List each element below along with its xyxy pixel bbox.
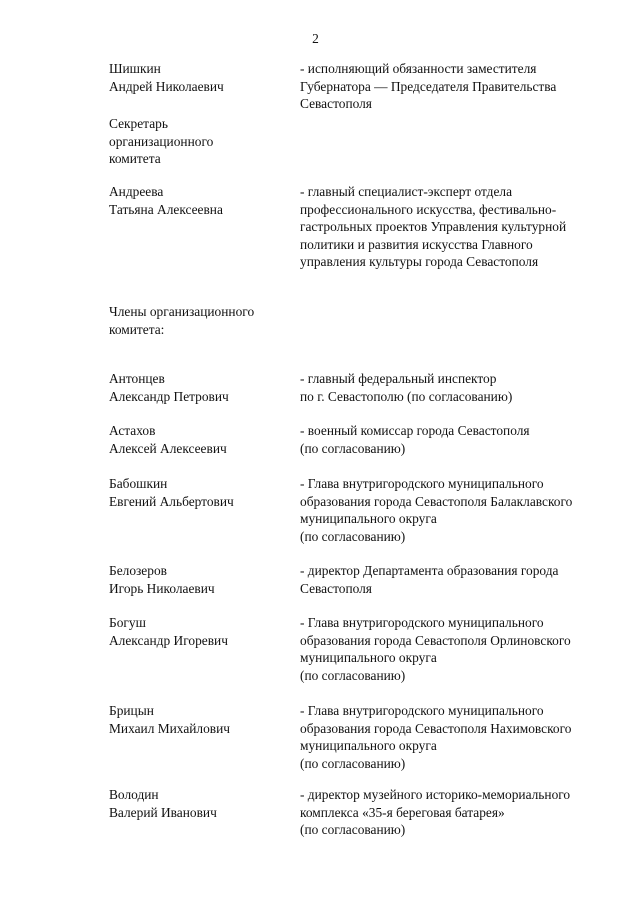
committee-entry (109, 786, 629, 839)
member-name: Андреева Татьяна Алексеевна (109, 184, 223, 217)
member-role: - Глава внутригородского муниципального образования города Севастополя Нахимовского муниципального округа (по согласованию) (300, 703, 572, 771)
committee-entry (109, 370, 629, 405)
committee-entry (109, 562, 629, 597)
committee-entry (109, 60, 629, 113)
committee-entry (109, 475, 629, 545)
committee-entry (109, 702, 629, 772)
member-name: Антонцев Александр Петрович (109, 371, 229, 404)
page-number: 2 (312, 31, 319, 46)
secretary-heading: Секретарь организационного комитета (109, 116, 214, 167)
member-name: Астахов Алексей Алексеевич (109, 423, 227, 456)
member-role: - Глава внутригородского муниципального образования города Севастополя Балаклавского муниципального округа (по согласованию) (300, 476, 573, 544)
committee-entry (109, 422, 629, 457)
committee-entry (109, 183, 629, 271)
members-heading: Члены организационного комитета: (109, 304, 255, 337)
member-role: - главный федеральный инспектор по г. Севастополю (по согласованию) (300, 371, 513, 404)
committee-entry (109, 614, 629, 684)
member-name: Шишкин Андрей Николаевич (109, 61, 224, 94)
member-role: - директор Департамента образования города Севастополя (300, 563, 559, 596)
member-role: - Глава внутригородского муниципального образования города Севастополя Орлиновского муниципального округа (по согласованию) (300, 615, 571, 683)
member-role: - исполняющий обязанности заместителя Губернатора — Председателя Правительства Севастополя (300, 61, 557, 112)
member-name: Володин Валерий Иванович (109, 787, 217, 820)
member-role: - директор музейного историко-мемориального комплекса «35-я береговая батарея» (по согласованию) (300, 787, 571, 838)
member-name: Белозеров Игорь Николаевич (109, 563, 215, 596)
member-name: Бабошкин Евгений Альбертович (109, 476, 234, 509)
member-name: Брицын Михаил Михайлович (109, 703, 231, 736)
member-role: - главный специалист-эксперт отдела профессионального искусства, фестивально- гастрольных проектов Управления культурной политики и развития искусства Главного управления культуры города Севастополя (300, 184, 567, 270)
member-role: - военный комиссар города Севастополя (по согласованию) (300, 423, 530, 456)
member-name: Богуш Александр Игоревич (109, 615, 228, 648)
